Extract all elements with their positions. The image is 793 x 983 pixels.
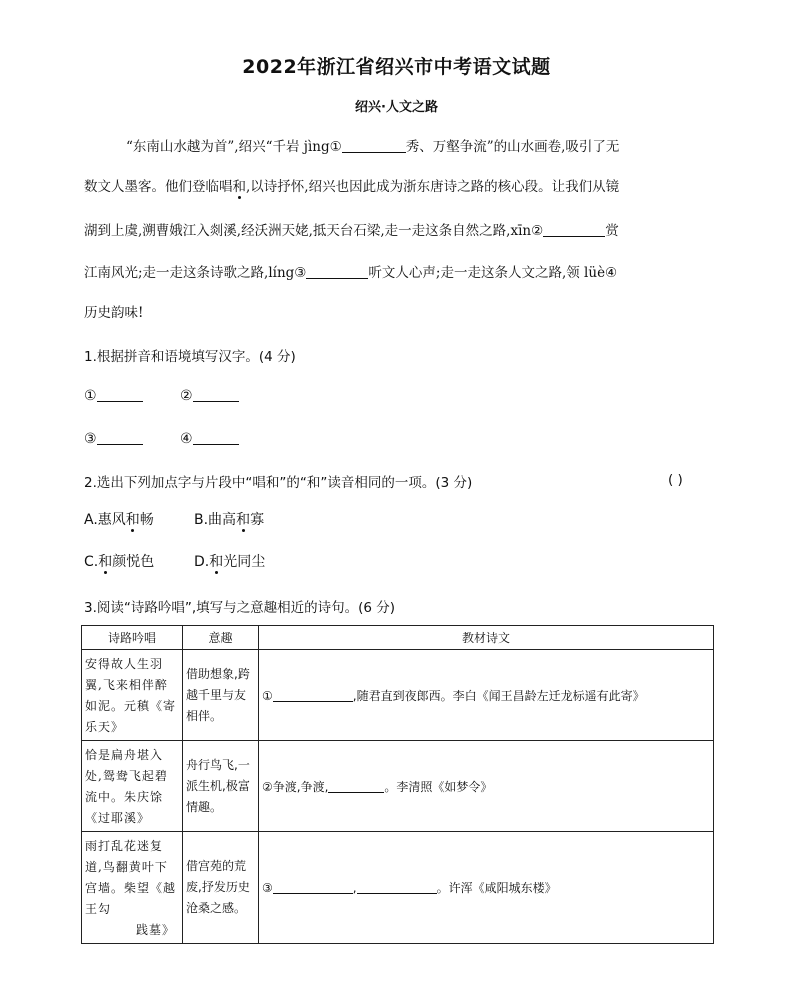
poem-cell: 雨打乱花迷复道,鸟翻黄叶下宫墙。柴望《越王勾 践墓》	[82, 832, 183, 944]
theme-cell: 借宫苑的荒废,抒发历史沧桑之感。	[183, 832, 259, 944]
fill-blank[interactable]	[357, 879, 437, 894]
table-row	[82, 650, 714, 741]
textbook-cell: ① ,随君直到夜郎西。李白《闻王昌龄左迁龙标遥有此寄》	[259, 650, 714, 741]
passage-line-1: “东南山水越为首”,绍兴“千岩 jìng① 秀、万壑争流”的山水画卷,吸引了无	[126, 139, 620, 155]
header-cell: 诗路吟唱	[82, 626, 183, 650]
textbook-cell: ③ , 。许浑《咸阳城东楼》	[259, 832, 714, 944]
answer-slot-2[interactable]: ②	[180, 387, 239, 404]
question-3-stem: 3.阅读“诗路吟唱”,填写与之意趣相近的诗句。(6 分)	[84, 600, 396, 616]
textbook-cell: ②争渡,争渡, 。李清照《如梦令》	[259, 741, 714, 832]
poem-cell: 恰是扁舟堪入处,鸳鸯飞起碧流中。朱庆馀《过耶溪》	[82, 741, 183, 832]
question-2-stem: 2.选出下列加点字与片段中“唱和”的“和”读音相同的一项。(3 分)	[84, 475, 473, 491]
page-title: 2022年浙江省绍兴市中考语文试题	[242, 56, 551, 78]
passage-line-5: 历史韵味!	[84, 305, 144, 321]
fill-blank[interactable]	[328, 778, 384, 793]
fill-blank[interactable]	[273, 879, 353, 894]
answer-parentheses[interactable]: ( )	[668, 472, 683, 488]
table-header	[82, 626, 714, 650]
theme-cell: 舟行鸟飞,一派生机,极富情趣。	[183, 741, 259, 832]
fill-blank[interactable]	[273, 687, 353, 702]
option-a[interactable]: A.惠风和畅	[84, 512, 154, 528]
table-row	[82, 832, 714, 944]
dotted-char: 和	[232, 179, 246, 195]
poem-table	[81, 625, 714, 944]
theme-cell: 借助想象,跨越千里与友相伴。	[183, 650, 259, 741]
passage-line-3: 湖到上虞,溯曹娥江入剡溪,经沃洲天姥,抵天台石梁,走一走这条自然之路,xīn② 赏	[84, 223, 619, 239]
answer-slot-4[interactable]: ④	[180, 430, 239, 447]
answer-slot-1[interactable]: ①	[84, 387, 143, 404]
section-subtitle: 绍兴·人文之路	[355, 100, 438, 115]
option-c[interactable]: C.和颜悦色	[84, 554, 155, 570]
answer-slot-3[interactable]: ③	[84, 430, 143, 447]
option-b[interactable]: B.曲高和寡	[194, 512, 265, 528]
question-1-stem: 1.根据拼音和语境填写汉字。(4 分)	[84, 349, 296, 365]
header-cell: 意趣	[183, 626, 259, 650]
passage-line-2: 数文人墨客。他们登临唱和,以诗抒怀,绍兴也因此成为浙东唐诗之路的核心段。让我们从镜	[84, 179, 620, 195]
passage-line-4: 江南风光;走一走这条诗歌之路,líng③ 听文人心声;走一走这条人文之路,领 lüè④	[84, 265, 618, 281]
header-cell: 教材诗文	[259, 626, 714, 650]
option-d[interactable]: D.和光同尘	[194, 554, 266, 570]
poem-cell: 安得故人生羽翼,飞来相伴醉如泥。元稹《寄乐天》	[82, 650, 183, 741]
table-row	[82, 741, 714, 832]
blank-1[interactable]	[342, 138, 406, 153]
blank-2[interactable]	[543, 222, 605, 237]
blank-3[interactable]	[306, 264, 368, 279]
